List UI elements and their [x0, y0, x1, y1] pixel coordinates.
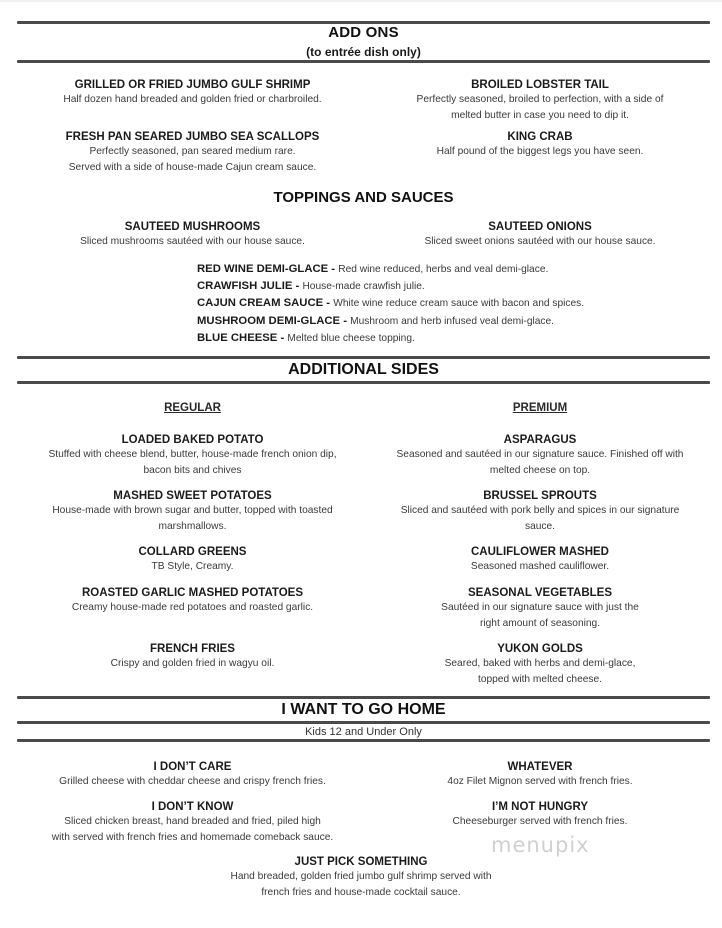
sauces-list: [197, 261, 637, 347]
menu-item-sauteed-onions: [365, 220, 715, 250]
item-desc-line: Crispy and golden fried in wagyu oil.: [110, 658, 275, 669]
sauce-name: RED WINE DEMI-GLACE: [197, 263, 329, 275]
kids-item-im-not-hungry: [365, 800, 715, 830]
item-name: I DON’T CARE: [153, 761, 232, 773]
item-desc-line: Sautéed in our signature sauce with just the: [441, 602, 639, 613]
sauce-name: MUSHROOM DEMI-GLACE: [197, 314, 341, 327]
item-desc-line: french fries and house-made cocktail sauce.: [261, 886, 461, 898]
item-desc-line: Seasoned mashed cauliflower.: [470, 561, 610, 572]
item-name: ASPARAGUS: [503, 434, 577, 446]
sauce-name: BLUE CHEESE: [197, 331, 278, 344]
sauce-sep: -: [292, 280, 303, 293]
side-mashed-sweet-potatoes: [20, 489, 365, 534]
menu-item-lobster-tail: [365, 78, 715, 123]
divider-rule: [17, 60, 710, 63]
item-name: SAUTEED ONIONS: [488, 221, 592, 233]
item-name: BRUSSEL SPROUTS: [483, 490, 597, 502]
sauce-desc: Red wine reduced, herbs and veal demi-glace.: [338, 264, 549, 275]
side-loaded-baked-potato: [20, 433, 365, 478]
item-desc-line: Stuffed with cheese blend, butter, house-made french onion dip,: [48, 449, 337, 460]
watermark-logo: menupix: [491, 833, 590, 857]
item-desc-line: TB Style, Creamy.: [151, 561, 234, 572]
item-desc-line: Perfectly seasoned, broiled to perfection, with a side of: [416, 94, 664, 105]
sauce-sep: -: [328, 263, 339, 275]
item-desc-line: Cheeseburger served with french fries.: [452, 816, 628, 827]
sauce-item: [197, 330, 637, 347]
menu-item-scallops: [20, 130, 365, 175]
section-title-kids: I WANT TO GO HOME: [281, 701, 446, 718]
item-name: I’M NOT HUNGRY: [491, 801, 589, 813]
menu-item-king-crab: [365, 130, 715, 160]
item-name: FRESH PAN SEARED JUMBO SEA SCALLOPS: [65, 131, 320, 143]
sauce-desc: Mushroom and herb infused veal demi-glace.: [350, 315, 555, 327]
item-name: I DON’T KNOW: [151, 801, 234, 813]
divider-rule: [17, 721, 710, 724]
item-desc-line: House-made with brown sugar and butter, topped with toasted: [52, 505, 333, 516]
side-collard-greens: [20, 545, 365, 575]
kids-item-whatever: [365, 760, 715, 790]
item-name: SEASONAL VEGETABLES: [468, 587, 612, 599]
divider-rule: [17, 381, 710, 384]
sauce-item: [197, 278, 637, 295]
sauce-sep: -: [277, 331, 288, 344]
item-desc-line: melted butter in case you need to dip it.: [451, 109, 629, 121]
divider-rule: [17, 739, 710, 742]
side-brussel-sprouts: [365, 489, 715, 534]
item-name: MASHED SWEET POTATOES: [113, 490, 272, 502]
sauce-name: CAJUN CREAM SAUCE: [197, 297, 324, 310]
item-name: GRILLED OR FRIED JUMBO GULF SHRIMP: [74, 79, 311, 91]
section-title-toppings: TOPPINGS AND SAUCES: [273, 189, 454, 206]
sauce-item: [197, 261, 637, 278]
sauce-desc: Melted blue cheese topping.: [287, 332, 415, 344]
item-name: KING CRAB: [507, 131, 573, 143]
menu-item-shrimp: [20, 78, 365, 108]
divider-rule: [17, 356, 710, 359]
item-name: COLLARD GREENS: [138, 546, 247, 558]
item-desc-line: melted cheese on top.: [489, 464, 591, 476]
item-desc-line: bacon bits and chives: [143, 464, 242, 476]
item-name: LOADED BAKED POTATO: [121, 434, 264, 446]
side-cauliflower-mashed: [365, 545, 715, 575]
subhead-regular: REGULAR: [164, 402, 221, 414]
item-name: SAUTEED MUSHROOMS: [124, 221, 261, 233]
sauce-name: CRAWFISH JULIE: [197, 280, 293, 293]
item-desc-line: sauce.: [524, 520, 555, 532]
side-asparagus: [365, 433, 715, 478]
menu-item-sauteed-mushrooms: [20, 220, 365, 250]
item-name: ROASTED GARLIC MASHED POTATOES: [81, 587, 304, 599]
sauce-item: [197, 313, 637, 330]
subhead-premium: PREMIUM: [512, 402, 568, 414]
item-desc: Half dozen hand breaded and golden fried or charbroiled.: [63, 94, 322, 105]
section-subtitle-add-ons: (to entrée dish only): [306, 45, 421, 59]
item-name: WHATEVER: [507, 761, 573, 773]
sauce-desc: House-made crawfish julie.: [302, 281, 425, 293]
side-seasonal-vegetables: [365, 586, 715, 631]
top-edge: [0, 0, 722, 2]
item-name: BROILED LOBSTER TAIL: [471, 79, 609, 91]
item-desc-line: marshmallows.: [158, 520, 227, 532]
item-desc-line: Seasoned and sautéed in our signature sauce. Finished off with: [396, 449, 684, 460]
item-desc-line: Seared, baked with herbs and demi-glace,: [444, 658, 636, 669]
kids-item-i-dont-know: [20, 800, 365, 845]
sauce-sep: -: [340, 314, 351, 327]
sauce-desc: White wine reduce cream sauce with bacon and spices.: [333, 298, 585, 310]
item-desc-line: right amount of seasoning.: [479, 617, 601, 629]
item-name: FRENCH FRIES: [150, 643, 235, 655]
section-title-add-ons: ADD ONS: [328, 24, 399, 41]
item-desc-line: Grilled cheese with cheddar cheese and crispy french fries.: [59, 776, 326, 787]
divider-rule: [17, 696, 710, 699]
sauce-sep: -: [323, 297, 334, 310]
item-name: CAULIFLOWER MASHED: [471, 546, 609, 558]
section-title-sides: ADDITIONAL SIDES: [288, 361, 439, 378]
section-subtitle-kids: Kids 12 and Under Only: [305, 726, 422, 738]
item-desc-line: topped with melted cheese.: [477, 673, 603, 685]
item-desc-line: Served with a side of house-made Cajun cream sauce.: [68, 161, 317, 173]
item-desc-line: 4oz Filet Mignon served with french fries.: [447, 776, 633, 787]
side-french-fries: [20, 642, 365, 672]
kids-item-i-dont-care: [20, 760, 365, 790]
item-desc: Half pound of the biggest legs you have seen.: [436, 146, 644, 157]
sauce-item: [197, 295, 637, 312]
item-name: JUST PICK SOMETHING: [294, 856, 428, 868]
item-name: YUKON GOLDS: [497, 643, 583, 655]
item-desc-line: Hand breaded, golden fried jumbo gulf shrimp served with: [230, 871, 492, 882]
side-yukon-golds: [365, 642, 715, 687]
item-desc-line: Creamy house-made red potatoes and roasted garlic.: [71, 602, 314, 613]
item-desc: Sliced sweet onions sautéed with our house sauce.: [424, 236, 656, 247]
item-desc-line: Perfectly seasoned, pan seared medium rare.: [89, 146, 296, 157]
item-desc-line: with served with french fries and homemade comeback sauce.: [51, 831, 334, 843]
item-desc-line: Sliced chicken breast, hand breaded and fried, piled high: [64, 816, 321, 827]
item-desc-line: Sliced and sautéed with pork belly and spices in our signature: [400, 505, 680, 516]
side-roasted-garlic-mashed-potatoes: [20, 586, 365, 616]
item-desc: Sliced mushrooms sautéed with our house sauce.: [80, 236, 305, 247]
kids-item-just-pick-something: [180, 855, 542, 900]
